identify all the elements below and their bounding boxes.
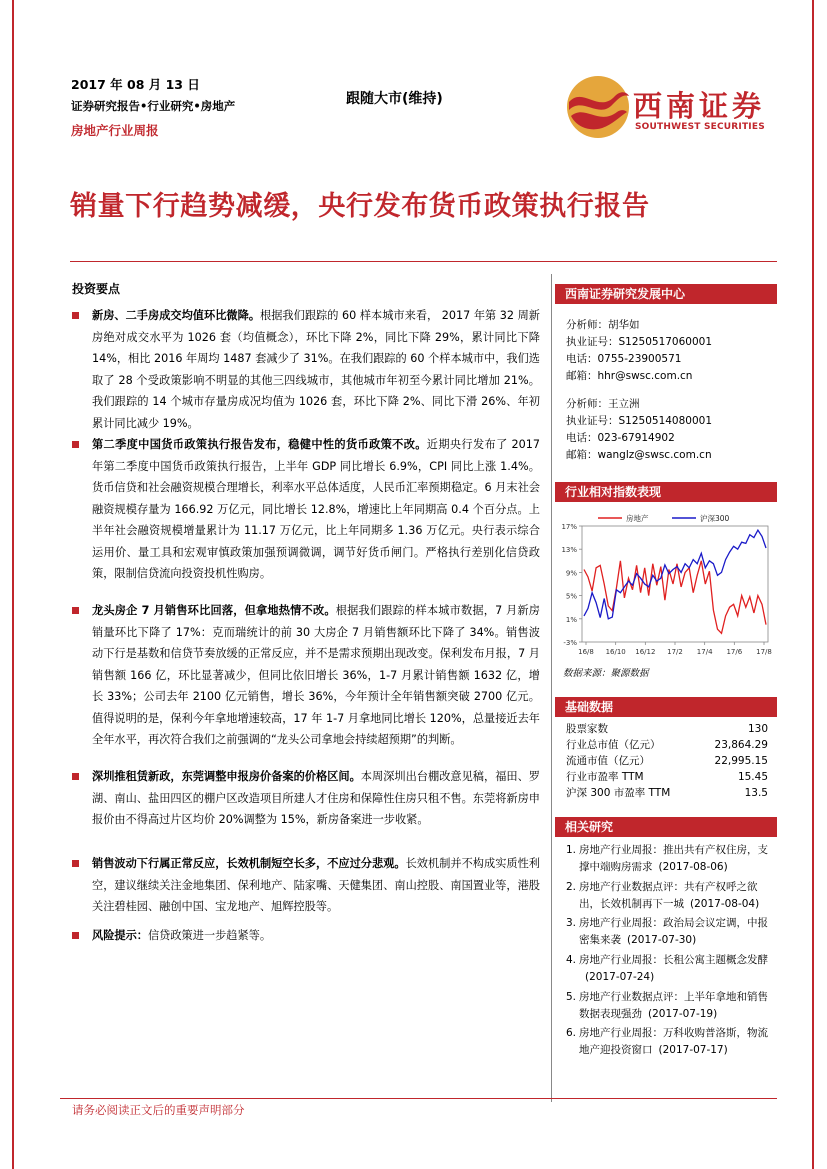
highlight-lead: 第二季度中国货币政策执行报告发布，稳健中性的货币政策不改。 [92,438,427,451]
related-report-number: 6. [566,1027,577,1039]
highlight-paragraph [72,766,540,831]
title-divider [70,261,777,262]
bullet-icon [72,312,79,319]
right-margin-rule [812,0,814,1169]
bullet-icon [72,773,79,780]
basic-data-label: 行业市盈率 TTM [566,771,644,783]
basic-data-value: 22,995.15 [714,755,768,767]
highlight-lead: 龙头房企 7 月销售环比回落，但拿地热情不改。 [92,604,336,617]
related-report-date: (2017-08-06) [658,860,728,873]
related-report[interactable] [566,989,776,1022]
highlight-lead: 风险提示： [92,929,148,942]
report-category: 房地产行业周报 [71,123,159,138]
company-name-en: SOUTHWEST SECURITIES [635,122,765,132]
basic-data-label: 股票家数 [566,723,608,735]
chart-y-tick-label: 9% [565,569,577,578]
highlight-text: 信贷政策进一步趋紧等。 [147,929,272,942]
chart-plot-frame [582,526,768,642]
highlight-paragraph [72,305,540,434]
highlight-text: 根据我们跟踪的 60 样本城市来看， 2017 年第 32 周新房绝对成交水平为 1026 套（均值概念），环比下降 2%，同比下降 29%，累计同比下降 14%，相比 2016 年周均 1487 套减少了 31%。在我们跟踪的 60 个样本城市中，我们选取了 28 个受政策影响不明显的其他三四线城市，其他城市年初至今累计同比增加 21%。我们跟踪的 14 个城市存量房成况均值为 1026 套，环比下降 2%、同比下滑 26%、年初累计同比减少 19%。 [92,309,540,430]
basic-data-value: 13.5 [744,787,768,799]
chart-y-tick-label: 13% [561,546,577,555]
related-report[interactable] [566,842,776,875]
left-margin-rule [12,0,14,1169]
basic-data-value: 23,864.29 [714,739,768,751]
related-report[interactable] [566,1025,776,1058]
company-name-cn: 西南证券 [633,89,766,123]
analyst-phone: 电话：023-67914902 [566,432,675,444]
chart-x-tick-label: 16/8 [578,648,594,656]
basic-data-value: 15.45 [737,771,768,783]
related-report-date: (2017-07-17) [658,1043,728,1056]
bullet-icon [72,860,79,867]
related-report[interactable] [566,879,776,912]
highlight-paragraph [72,925,540,947]
basic-data-row [566,738,768,753]
related-report-date: (2017-07-24) [585,970,655,983]
rating: 跟随大市(维持) [346,91,443,107]
chart-x-tick-label: 16/10 [605,648,626,656]
chart-legend-label: 房地产 [626,514,649,523]
related-report-title: 房地产行业数据点评：上半年拿地和销售数据表现强劲 [579,991,768,1020]
highlight-paragraph [72,853,540,918]
related-report-date: (2017-08-04) [690,897,760,910]
basic-data-row [566,722,768,737]
basic-data-value: 130 [747,723,768,735]
related-research-header: 相关研究 [555,817,777,837]
relative-index-chart [556,506,776,662]
analyst-license: 执业证号：S1250514080001 [566,415,713,427]
page-title: 销量下行趋势减缓，央行发布货币政策执行报告 [70,191,650,222]
basic-data-header: 基础数据 [555,697,777,717]
basic-data-label: 流通市值（亿元） [566,755,650,767]
basic-data-row [566,770,768,785]
analyst-phone: 电话：0755-23900571 [566,353,682,365]
related-report-title: 房地产行业周报：长租公寓主题概念发酵 [579,954,768,966]
research-center-header: 西南证券研究发展中心 [555,284,777,304]
highlight-text: 近期央行发布了 2017 年第二季度中国货币政策执行报告，上半年 GDP 同比增长 6.9%，CPI 同比上涨 1.4%。货币信贷和社会融资规模合理增长，利率水平总体适度，人民币汇率预期稳定。6 月末社会融资规模存量为 166.92 万亿元，同比增长 12.8%，增速比上年同期高 0.4 个百分点。上半年社会融资规模增量累计为 11.17 万亿元，比上年同期多 1.36 万亿元。央行表示综合运用价、量工具和宏观审慎政策加强预调微调，调节好货币闸门。严格执行差别化信贷政策，限制信贷流向投资投机性购房。 [92,438,540,580]
chart-x-tick-label: 17/8 [756,648,772,656]
basic-data-label: 沪深 300 市盈率 TTM [566,787,671,799]
related-report-number: 5. [566,991,577,1003]
highlight-paragraph [72,600,540,751]
highlight-lead: 销售波动下行属正常反应，长效机制短空长多，不应过分悲观。 [92,857,406,870]
highlight-lead: 深圳推租赁新政，东莞调整申报房价备案的价格区间。 [92,770,361,783]
chart-x-tick-label: 17/4 [696,648,713,656]
related-report-title: 房地产行业周报：推出共有产权住房，支撑中端购房需求 [579,844,768,873]
related-report-title: 房地产行业周报：万科收购普洛斯，物流地产迎投资窗口 [579,1027,768,1056]
basic-data-label: 行业总市值（亿元） [566,739,661,751]
related-report-number: 4. [566,954,577,966]
related-report-number: 2. [566,881,577,893]
report-date: 2017 年 08 月 13 日 [71,77,200,92]
related-report-number: 1. [566,844,577,856]
column-divider [551,274,552,1102]
analyst-email[interactable]: 邮箱：wanglz@swsc.com.cn [566,449,712,461]
footer-divider [60,1098,777,1099]
chart-y-tick-label: -3% [563,639,577,647]
related-report[interactable] [566,915,776,948]
chart-legend-label: 沪深300 [700,514,730,523]
analyst-email[interactable]: 邮箱：hhr@swsc.com.cn [566,370,693,382]
bullet-icon [72,932,79,939]
chart-y-tick-label: 5% [565,592,577,601]
related-report-title: 房地产行业数据点评：共有产权呼之欲出，长效机制再下一城 [579,881,758,910]
basic-data-row [566,754,768,769]
chart-x-tick-label: 17/2 [667,648,683,656]
report-type: 证券研究报告•行业研究•房地产 [71,99,236,113]
related-report-number: 3. [566,917,577,929]
footer-disclaimer: 请务必阅读正文后的重要声明部分 [72,1103,245,1117]
highlight-lead: 新房、二手房成交均值环比微降。 [92,309,261,322]
related-report-date: (2017-07-30) [627,933,697,946]
highlight-text: 长效机制并不构成实质性利空，建议继续关注金地集团、保利地产、陆家嘴、天健集团、南山控股、南国置业等，港股关注碧桂园、融创中国、宝龙地产、旭辉控股等。 [92,857,540,913]
chart-y-tick-label: 17% [561,523,577,531]
chart-y-tick-label: 1% [565,615,577,624]
basic-data-row [566,786,768,801]
analyst-license: 执业证号：S1250517060001 [566,336,713,348]
analyst-name: 分析师：胡华如 [566,319,640,331]
related-report[interactable] [566,952,776,985]
related-report-title: 房地产行业周报：政治局会议定调，中报密集来袭 [579,917,768,946]
chart-source: 数据来源：聚源数据 [563,668,649,679]
bullet-icon [72,441,79,448]
related-report-date: (2017-07-19) [648,1007,718,1020]
bullet-icon [72,607,79,614]
chart-title: 行业相对指数表现 [555,482,777,502]
highlight-paragraph [72,434,540,585]
chart-x-tick-label: 16/12 [635,648,656,656]
highlight-text: 根据我们跟踪的样本城市数据，7 月新房销量环比下降了 17%：克而瑞统计的前 30 大房企 7 月销售额环比下降了 34%。销售波动下行是基数和信贷节奏放缓的正常反应，并不是需求预期出现改变。保利发布月报，7 月销售额 166 亿，环比显著减少，但同比依旧增长 36%，1-7 月累计销售额 1632 亿，增长 33%；公司去年 2100 亿元销售，增长 36%，今年预计全年销售额突破 2700 亿元。值得说明的是，保利今年拿地增速较高，17 年 1-7 月拿地同比增长 120%，总量接近去年全年水平，再次符合我们之前强调的“龙头公司拿地会持续超预期”的判断。 [92,604,540,746]
chart-x-tick-label: 17/6 [726,648,743,656]
chart-series-line-real-estate [584,561,766,634]
highlight-text: 本周深圳出台棚改意见稿，福田、罗湖、南山、盐田四区的棚户区改造项目所建人才住房和保障性住房只租不售。东莞将新房申报价由不得高过片区均价 20%调整为 15%，新房备案进一步收紧。 [92,770,540,826]
analyst-name: 分析师：王立洲 [566,398,640,410]
investment-highlights-heading: 投资要点 [72,282,121,296]
